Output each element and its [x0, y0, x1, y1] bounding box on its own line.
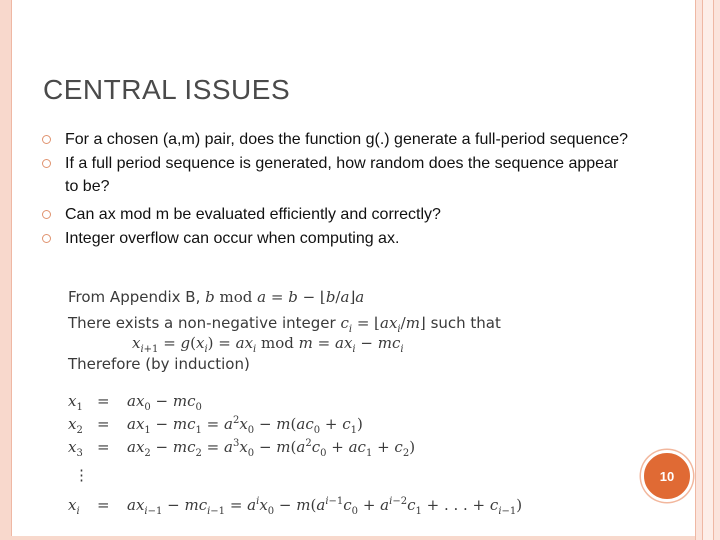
bullet-item: [40, 128, 630, 151]
bullet-item: [40, 203, 630, 226]
slide-frame-right-stripe: [702, 0, 714, 540]
bullet-list: [40, 128, 630, 250]
bullet-item: [40, 152, 630, 198]
formula-x3-eq: =: [97, 438, 110, 456]
slide-frame-bottom: [11, 536, 695, 540]
formula-xi-eq: =: [97, 496, 110, 514]
formula-x3-lhs: $x_3$: [68, 438, 83, 459]
bullet-icon: [42, 234, 51, 243]
bullet-text: Integer overflow can occur when computing ax.: [65, 230, 400, 247]
slide-frame-left: [0, 0, 12, 540]
formula-b-mod-a: b mod a = b − ⌊b/a⌋a: [205, 288, 365, 306]
bullet-text: Can ax mod m be evaluated efficiently and correctly?: [65, 206, 441, 223]
formula-x1-lhs: $x_1$: [68, 392, 83, 413]
bullet-icon: [42, 135, 51, 144]
bullet-icon: [42, 159, 51, 168]
page-number-badge: 10: [641, 450, 693, 502]
formula-x2-lhs: $x_2$: [68, 415, 83, 436]
formula-x2-eq: =: [97, 415, 110, 433]
math-line-therefore: Therefore (by induction): [68, 355, 250, 373]
formula-x1-rhs: $ax_0 - mc_0$: [127, 392, 202, 413]
bullet-item: [40, 227, 630, 250]
bullet-text: For a chosen (a,m) pair, does the function g(.) generate a full-period sequence?: [65, 131, 628, 148]
math-line-appendix: From Appendix B, b mod a = b − ⌊b/a⌋a: [68, 288, 365, 306]
formula-recurrence: $x_{i+1} = g(x_i) = ax_i$ mod $m = ax_i - mc_i$: [132, 334, 404, 355]
formula-vertical-ellipsis: ⋮: [74, 466, 89, 484]
math-line-exists: There exists a non-negative integer $c_i$ = $⌊ax_i/m⌋$ such that: [68, 314, 501, 335]
bullet-text: If a full period sequence is generated, how random does the sequence appear to be?: [65, 155, 619, 195]
bullet-icon: [42, 210, 51, 219]
formula-xi-rhs: $ax_{i-1} - mc_{i-1} = a^ix_0 - m(a^{i-1}c_0 + a^{i-2}c_1$ + . . . + $c_{i-1}$): [127, 496, 523, 517]
formula-x3-rhs: $ax_2 - mc_2 = a^3x_0 - m(a^2c_0 + ac_1 + c_2)$: [127, 438, 416, 459]
formula-ci: $c_i$ = $⌊ax_i/m⌋$: [340, 314, 426, 335]
slide-frame-right: [695, 0, 720, 540]
formula-xi-lhs: $x_i$: [68, 496, 80, 517]
formula-x1-eq: =: [97, 392, 110, 410]
formula-x2-rhs: $ax_1 - mc_1 = a^2x_0 - m(ac_0 + c_1)$: [127, 415, 363, 436]
slide-title: CENTRAL ISSUES: [43, 74, 291, 105]
